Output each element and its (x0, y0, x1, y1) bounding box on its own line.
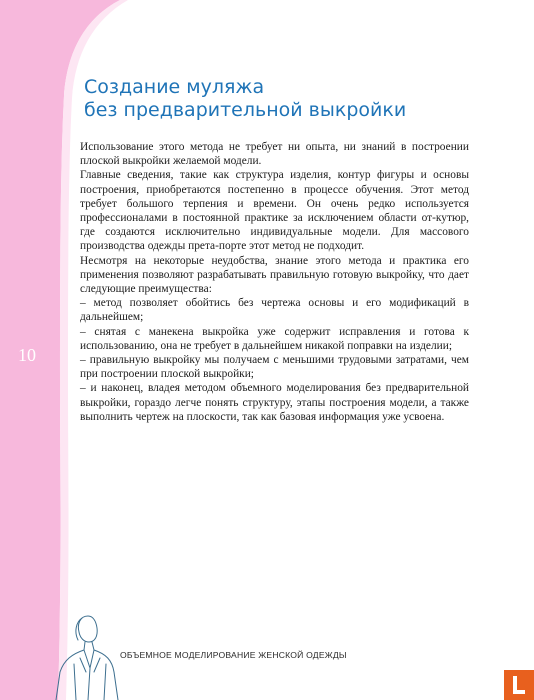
page-number: 10 (18, 345, 36, 365)
body-text (80, 140, 469, 424)
list-item: – и наконец, владея методом объемного моделирования без предварительной выкройки, гораздо легче понять структуру, этапы построения модели, а также выполнить чертеж на плоскости, так как базовая информация уже усвоена. (80, 382, 469, 423)
paragraph: Несмотря на некоторые неудобства, знание этого метода и практика его применения позволяют разрабатывать правильную готовую выкройку, что дает следующие преимущества: (80, 254, 469, 296)
section-title (84, 76, 504, 122)
list-item: – снятая с манекена выкройка уже содержит исправления и готова к использованию, она не требует в дальнейшем никакой поправки на изделии; (80, 325, 469, 352)
publisher-logo-icon (504, 670, 534, 700)
title-line-1: Создание муляжа (84, 76, 265, 98)
title-line-2: без предварительной выкройки (84, 99, 407, 121)
running-footer: ОБЪЕМНОЕ МОДЕЛИРОВАНИЕ ЖЕНСКОЙ ОДЕЖДЫ (120, 650, 347, 660)
list-item: – правильную выкройку мы получаем с меньшими трудовыми затратами, чем при построении плоской выкройки; (80, 354, 469, 381)
list-item: – метод позволяет обойтись без чертежа основы и его модификаций в дальнейшем; (80, 297, 469, 324)
paragraph: Использование этого метода не требует ни опыта, ни знаний в построении плоской выкройки желаемой модели. (80, 141, 469, 168)
paragraph: Главные сведения, такие как структура изделия, контур фигуры и основы построения, приобретаются постепенно в процессе обучения. Этот метод требует большого терпения и времени. Он очень редко используется профессионалами в постоянной практике за исключением области от-кутюр, где создаются исключительно индивидуальные модели. Для массового производства одежды прета-порте этот метод не подходит. (80, 169, 469, 253)
